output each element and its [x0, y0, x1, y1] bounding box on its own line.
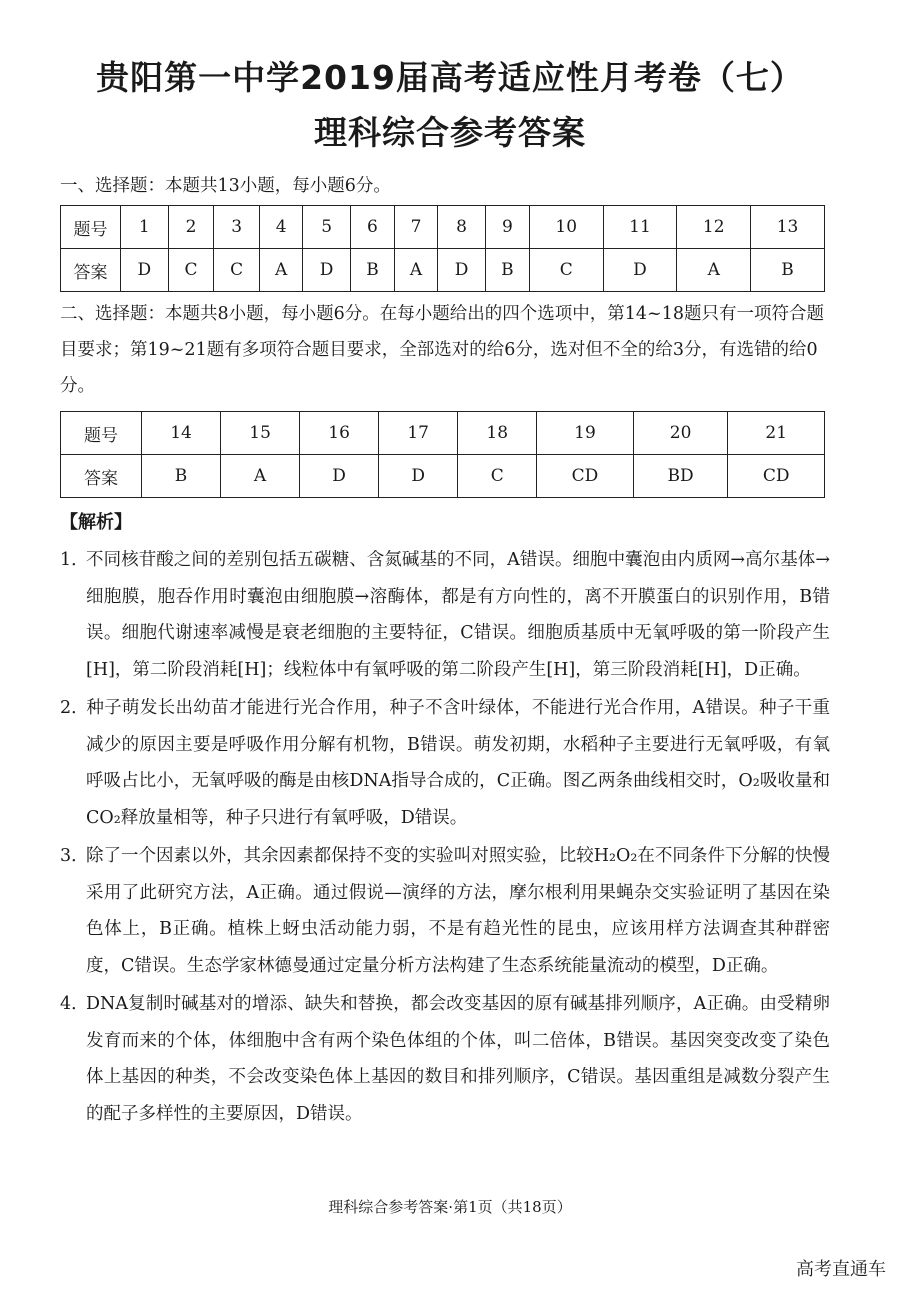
- answer-cell: D: [121, 249, 169, 292]
- answer-table-1: [60, 205, 825, 292]
- analysis-item: [60, 690, 830, 836]
- question-number-cell: 4: [260, 206, 303, 249]
- answer-cell: C: [214, 249, 260, 292]
- question-number-cell: 3: [214, 206, 260, 249]
- analysis-list: [60, 542, 830, 1134]
- row-header-number: 题号: [61, 412, 142, 455]
- answer-cell: A: [260, 249, 303, 292]
- row-header-answer: 答案: [61, 249, 121, 292]
- question-number-cell: 17: [379, 412, 458, 455]
- question-number-cell: 1: [121, 206, 169, 249]
- page-footer: 理科综合参考答案·第1页（共18页）: [328, 1198, 572, 1216]
- answer-cell: C: [529, 249, 603, 292]
- answer-cell: D: [438, 249, 486, 292]
- answer-cell: D: [603, 249, 677, 292]
- item-number: 4．: [60, 994, 89, 1014]
- watermark-logo: 高考直通车: [796, 1259, 886, 1280]
- table-row-numbers: [61, 206, 825, 249]
- table-row-answers: [61, 249, 825, 292]
- answer-cell: B: [350, 249, 394, 292]
- answer-cell: A: [394, 249, 437, 292]
- question-number-cell: 10: [529, 206, 603, 249]
- question-number-cell: 11: [603, 206, 677, 249]
- answer-cell: C: [168, 249, 214, 292]
- question-number-cell: 5: [303, 206, 351, 249]
- item-number: 2．: [60, 698, 89, 718]
- answer-cell: B: [142, 455, 221, 498]
- row-header-number: 题号: [61, 206, 121, 249]
- question-number-cell: 16: [300, 412, 379, 455]
- analysis-item: [60, 542, 830, 688]
- answer-cell: D: [303, 249, 351, 292]
- item-text: 不同核苷酸之间的差别包括五碳糖、含氮碱基的不同，A错误。细胞中囊泡由内质网→高尔基体→细胞膜，胞吞作用时囊泡由细胞膜→溶酶体，都是有方向性的，离不开膜蛋白的识别作用，B错误。细胞代谢速率减慢是衰老细胞的主要特征，C错误。细胞质基质中无氧呼吸的第一阶段产生[H]，第二阶段消耗[H]；线粒体中有氧呼吸的第二阶段产生[H]，第三阶段消耗[H]，D正确。: [86, 550, 830, 680]
- item-text: 除了一个因素以外，其余因素都保持不变的实验叫对照实验，比较H₂O₂在不同条件下分解的快慢采用了此研究方法，A正确。通过假说—演绎的方法，摩尔根利用果蝇杂交实验证明了基因在染色体上，B正确。植株上蚜虫活动能力弱，不是有趋光性的昆虫，应该用样方法调查其种群密度，C错误。生态学家林德曼通过定量分析方法构建了生态系统能量流动的模型，D正确。: [86, 846, 830, 976]
- answer-cell: C: [458, 455, 537, 498]
- document-subtitle: 理科综合参考答案: [314, 113, 586, 152]
- answer-cell: D: [300, 455, 379, 498]
- answer-cell: CD: [537, 455, 634, 498]
- item-number: 3．: [60, 846, 89, 866]
- question-number-cell: 8: [438, 206, 486, 249]
- question-number-cell: 14: [142, 412, 221, 455]
- analysis-item: [60, 986, 830, 1132]
- question-number-cell: 12: [677, 206, 751, 249]
- question-number-cell: 15: [221, 412, 300, 455]
- question-number-cell: 6: [350, 206, 394, 249]
- table-row-numbers: [61, 412, 825, 455]
- question-number-cell: 7: [394, 206, 437, 249]
- row-header-answer: 答案: [61, 455, 142, 498]
- answer-cell: B: [751, 249, 825, 292]
- item-text: 种子萌发长出幼苗才能进行光合作用，种子不含叶绿体，不能进行光合作用，A错误。种子干重减少的原因主要是呼吸作用分解有机物，B错误。萌发初期，水稻种子主要进行无氧呼吸，有氧呼吸占比小，无氧呼吸的酶是由核DNA指导合成的，C正确。图乙两条曲线相交时，O₂吸收量和CO₂释放量相等，种子只进行有氧呼吸，D错误。: [86, 698, 830, 828]
- item-text: DNA复制时碱基对的增添、缺失和替换，都会改变基因的原有碱基排列顺序，A正确。由受精卵发育而来的个体，体细胞中含有两个染色体组的个体，叫二倍体，B错误。基因突变改变了染色体上基因的种类，不会改变染色体上基因的数目和排列顺序，C错误。基因重组是减数分裂产生的配子多样性的主要原因，D错误。: [86, 994, 830, 1124]
- section2-heading: 二、选择题：本题共8小题，每小题6分。在每小题给出的四个选项中，第14~18题只有一项符合题目要求；第19~21题有多项符合题目要求，全部选对的给6分，选对但不全的给3分，有选错的给0分。: [60, 304, 824, 396]
- item-number: 1．: [60, 550, 89, 570]
- answer-table-2: [60, 411, 825, 498]
- section1-heading: 一、选择题：本题共13小题，每小题6分。: [60, 176, 391, 196]
- analysis-heading: 【解析】: [60, 512, 132, 533]
- question-number-cell: 19: [537, 412, 634, 455]
- answer-cell: BD: [633, 455, 728, 498]
- question-number-cell: 13: [751, 206, 825, 249]
- question-number-cell: 9: [485, 206, 529, 249]
- question-number-cell: 21: [728, 412, 825, 455]
- answer-cell: CD: [728, 455, 825, 498]
- table-row-answers: [61, 455, 825, 498]
- answer-cell: D: [379, 455, 458, 498]
- question-number-cell: 18: [458, 412, 537, 455]
- answer-cell: A: [677, 249, 751, 292]
- answer-cell: A: [221, 455, 300, 498]
- question-number-cell: 2: [168, 206, 214, 249]
- analysis-item: [60, 838, 830, 984]
- document-title: 贵阳第一中学2019届高考适应性月考卷（七）: [96, 58, 804, 97]
- answer-cell: B: [485, 249, 529, 292]
- question-number-cell: 20: [633, 412, 728, 455]
